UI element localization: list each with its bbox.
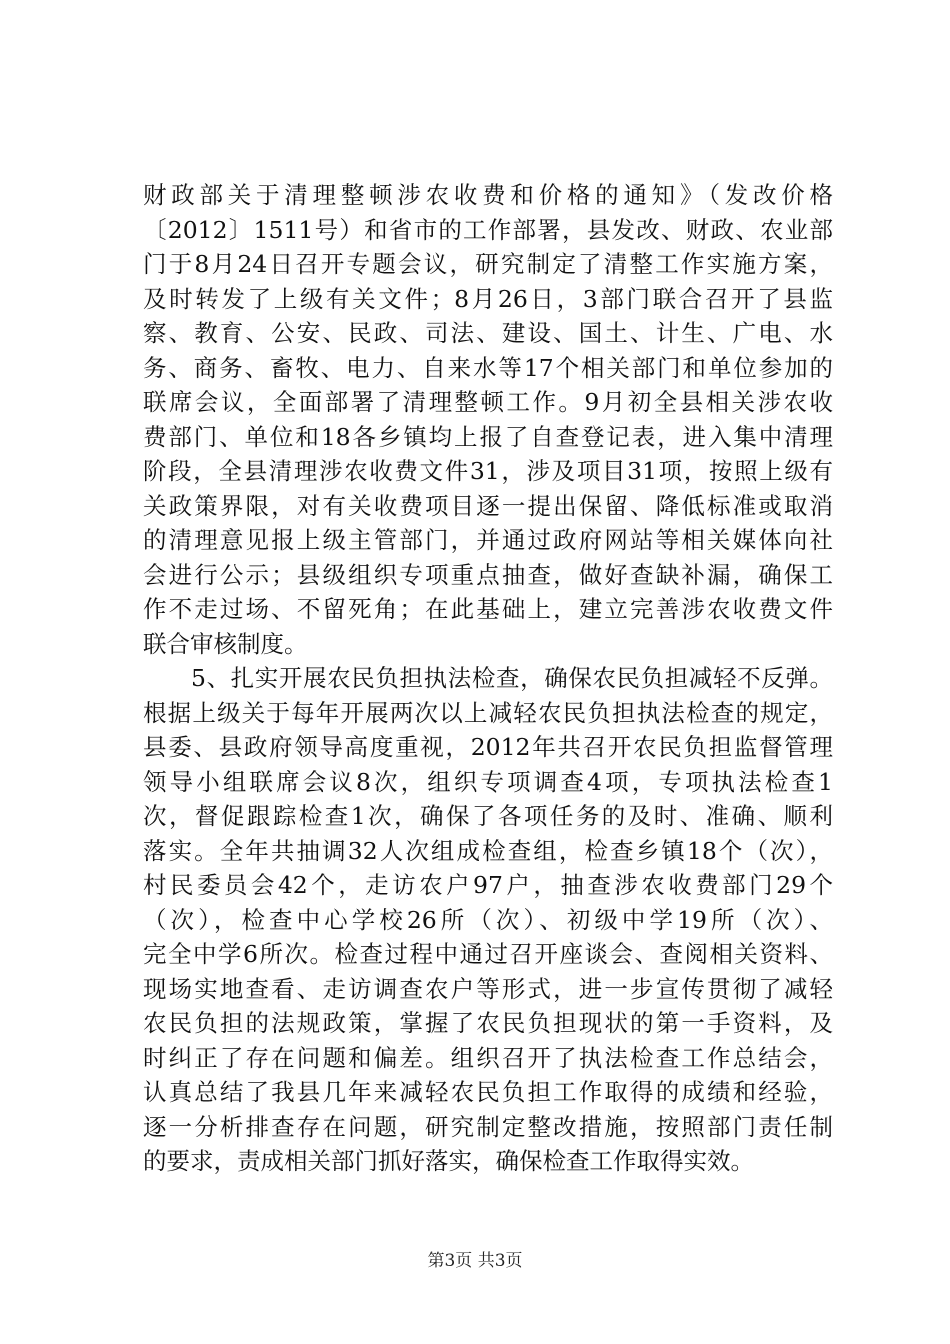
text-line: 及时转发了上级有关文件；8月26日，3部门联合召开了县监 — [143, 284, 833, 313]
text-line: 县委、县政府领导高度重视，2012年共召开农民负担监督管理 — [143, 733, 833, 761]
text-line: 阶段，全县清理涉农收费文件31，涉及项目31项，按照上级有 — [143, 457, 833, 485]
text-line: 〔2012〕1511号）和省市的工作部署，县发改、财政、农业部 — [143, 215, 833, 244]
text-line: 农民负担的法规政策，掌握了农民负担现状的第一手资料，及 — [143, 1009, 833, 1037]
text-line: 关政策界限，对有关收费项目逐一提出保留、降低标准或取消 — [143, 491, 833, 520]
text-line: （次），检查中心学校26所（次）、初级中学19所（次）、 — [143, 905, 833, 934]
text-line: 现场实地查看、走访调查农户等形式，进一步宣传贯彻了减轻 — [143, 974, 833, 1003]
text-line: 费部门、单位和18各乡镇均上报了自查登记表，进入集中清理 — [143, 422, 833, 451]
text-line: 完全中学6所次。检查过程中通过召开座谈会、查阅相关资料、 — [143, 940, 833, 968]
paragraph-heading-line: 5、扎实开展农民负担执法检查，确保农民负担减轻不反弹。 — [191, 664, 833, 692]
text-line: 作不走过场、不留死角；在此基础上，建立完善涉农收费文件 — [143, 595, 833, 623]
page-number-footer: 第3页 共3页 — [427, 1251, 523, 1271]
text-line: 次，督促跟踪检查1次，确保了各项任务的及时、准确、顺利 — [143, 802, 833, 830]
text-line: 领导小组联席会议8次，组织专项调查4项，专项执法检查1 — [143, 767, 833, 796]
text-line: 时纠正了存在问题和偏差。组织召开了执法检查工作总结会， — [143, 1043, 833, 1072]
text-line: 门于8月24日召开专题会议，研究制定了清整工作实施方案， — [143, 250, 833, 278]
text-line: 联席会议，全面部署了清理整顿工作。9月初全县相关涉农收 — [143, 388, 833, 416]
text-line: 的清理意见报上级主管部门，并通过政府网站等相关媒体向社 — [143, 526, 833, 554]
text-line: 察、教育、公安、民政、司法、建设、国土、计生、广电、水 — [143, 319, 833, 347]
text-line: 财政部关于清理整顿涉农收费和价格的通知》（发改价格 — [143, 181, 833, 209]
text-line: 落实。全年共抽调32人次组成检查组，检查乡镇18个（次）， — [143, 836, 833, 865]
body-text — [143, 178, 833, 1179]
text-line: 的要求，责成相关部门抓好落实，确保检查工作取得实效。 — [143, 1147, 754, 1175]
text-line: 联合审核制度。 — [143, 629, 308, 658]
text-line: 会进行公示；县级组织专项重点抽查，做好查缺补漏，确保工 — [143, 560, 833, 589]
text-line: 认真总结了我县几年来减轻农民负担工作取得的成绩和经验， — [143, 1078, 833, 1106]
text-line: 务、商务、畜牧、电力、自来水等17个相关部门和单位参加的 — [143, 353, 833, 382]
text-line: 逐一分析排查存在问题，研究制定整改措施，按照部门责任制 — [143, 1112, 833, 1141]
text-line: 根据上级关于每年开展两次以上减轻农民负担执法检查的规定， — [143, 698, 833, 727]
text-line: 村民委员会42个，走访农户97户，抽查涉农收费部门29个 — [143, 871, 833, 899]
